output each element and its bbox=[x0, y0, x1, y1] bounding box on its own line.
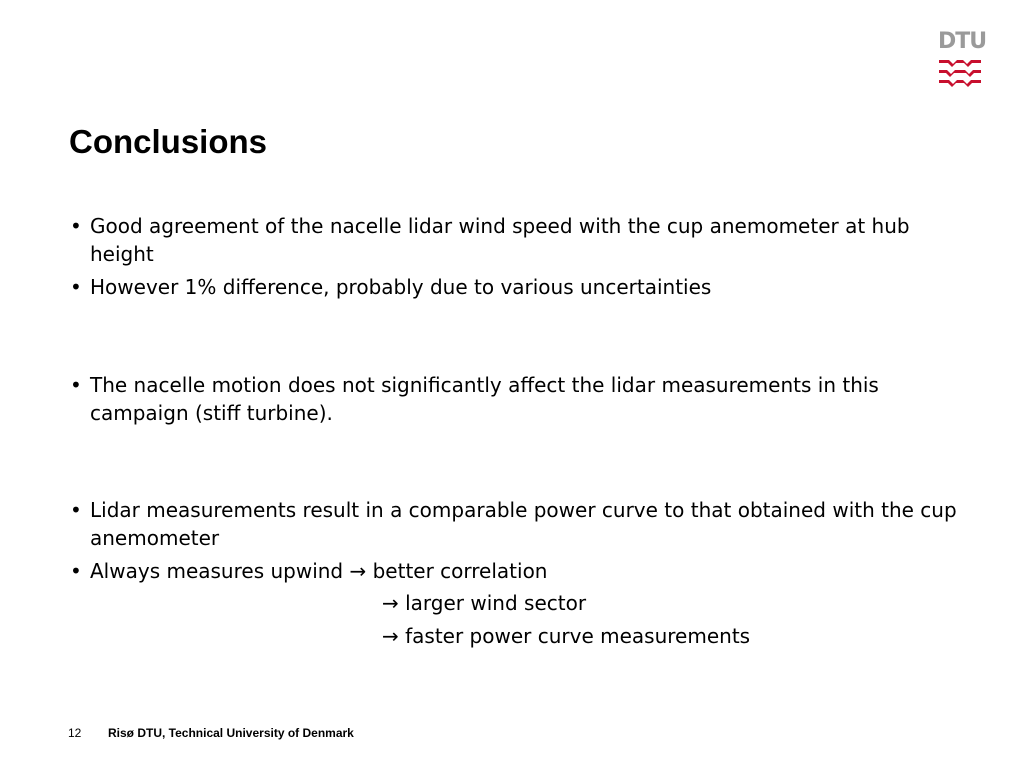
bullet-marker: • bbox=[70, 498, 82, 522]
bullet-marker: • bbox=[70, 275, 82, 299]
footer bbox=[68, 725, 354, 741]
bullet-item bbox=[70, 371, 970, 427]
dtu-logo bbox=[938, 29, 987, 94]
bullet-text: However 1% difference, probably due to various uncertainties bbox=[90, 275, 712, 299]
organization-name: Risø DTU, Technical University of Denmark bbox=[108, 726, 354, 740]
logo-text: DTU bbox=[938, 29, 987, 54]
bullet-item bbox=[70, 557, 970, 585]
bullet-text: The nacelle motion does not significantly affect the lidar measurements in this campaign (stiff turbine). bbox=[90, 373, 879, 425]
bullet-item bbox=[70, 496, 970, 552]
bullet-item bbox=[70, 273, 970, 301]
page-number: 12 bbox=[68, 726, 82, 740]
bullet-marker: • bbox=[70, 214, 82, 238]
bullet-text: Always measures upwind → better correlation bbox=[90, 559, 548, 583]
bullet-marker: • bbox=[70, 559, 82, 583]
sub-item: → larger wind sector bbox=[382, 591, 587, 615]
bullet-text: Lidar measurements result in a comparable power curve to that obtained with the cup anemometer bbox=[90, 498, 957, 550]
dtu-logo-icon bbox=[939, 58, 981, 92]
sub-item: → faster power curve measurements bbox=[382, 624, 751, 648]
slide-title: Conclusions bbox=[69, 123, 268, 160]
bullet-marker: • bbox=[70, 373, 82, 397]
bullet-text: Good agreement of the nacelle lidar wind speed with the cup anemometer at hub height bbox=[90, 214, 910, 266]
bullet-item bbox=[70, 212, 970, 268]
